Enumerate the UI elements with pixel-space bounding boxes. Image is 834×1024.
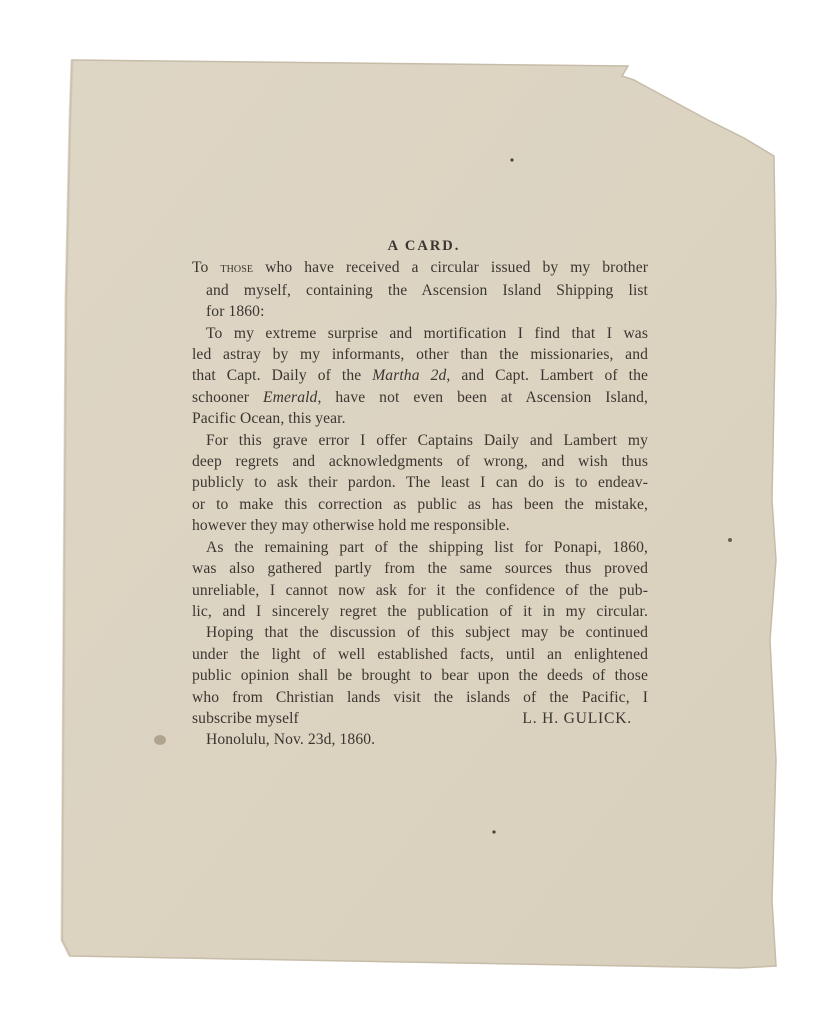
ship-name: Martha 2d: [372, 367, 447, 385]
text-line: deep regrets and acknowledgments of wrong, and wish thus: [192, 453, 648, 471]
text-line: unreliable, I cannot now ask for it the confidence of the pub-: [192, 581, 648, 599]
paragraph-4: [192, 622, 648, 729]
text-fragment: , have not even been at Ascension Island,: [317, 388, 648, 406]
paragraph-3: [192, 537, 648, 623]
text-line: Pacific Ocean, this year.: [192, 410, 346, 428]
text-line: For this grave error I offer Captains Daily and Lambert my: [206, 431, 648, 449]
text-line: public opinion shall be brought to bear upon the deeds of those: [192, 667, 648, 685]
text-line: Hoping that the discussion of this subject may be continued: [206, 624, 648, 642]
speck: [492, 830, 495, 833]
text-fragment: that Capt. Daily of the: [192, 367, 373, 385]
signature: L. H. GULICK.: [522, 709, 632, 727]
paragraph-1: [192, 323, 648, 430]
card-title: A CARD.: [387, 238, 461, 254]
text-fragment: schooner: [192, 388, 264, 406]
text-line: As the remaining part of the shipping list for Ponapi, 1860,: [206, 538, 648, 556]
speck: [510, 158, 513, 161]
place-date: Honolulu, Nov. 23d, 1860.: [206, 731, 376, 749]
ship-name: Emerald: [263, 388, 318, 406]
salutation-line: and myself, containing the Ascension Island Shipping list: [206, 281, 648, 299]
salutation-rest: who have received a circular issued by my brother: [253, 259, 649, 277]
text-line: led astray by my informants, other than the missionaries, and: [192, 346, 648, 364]
salutation-line: for 1860:: [206, 303, 265, 321]
text-line: under the light of well established facts, until an enlightened: [192, 645, 648, 663]
salutation-line: [192, 257, 648, 279]
text-line: who from Christian lands visit the islands of the Pacific, I: [192, 688, 648, 706]
text-line: subscribe myself: [192, 709, 299, 727]
salutation: [192, 257, 648, 322]
text-fragment: , and Capt. Lambert of the: [446, 367, 648, 385]
card-text: [192, 236, 648, 751]
speck: [728, 538, 732, 542]
stain-spot: [154, 735, 166, 745]
signature-row: [192, 708, 648, 729]
paragraph-2: [192, 430, 648, 537]
text-line: was also gathered partly from the same sources thus proved: [192, 560, 648, 578]
salutation-caps-word: those: [220, 261, 254, 277]
text-line: lic, and I sincerely regret the publication of it in my circular.: [192, 602, 648, 620]
salutation-first-word: To: [192, 259, 209, 277]
text-line: [192, 365, 648, 386]
text-line: or to make this correction as public as has been the mistake,: [192, 495, 648, 513]
text-line: [192, 387, 648, 408]
text-line: To my extreme surprise and mortification I find that I was: [206, 324, 648, 342]
text-line: however they may otherwise hold me responsible.: [192, 517, 510, 535]
text-line: publicly to ask their pardon. The least I can do is to endeav-: [192, 474, 648, 492]
